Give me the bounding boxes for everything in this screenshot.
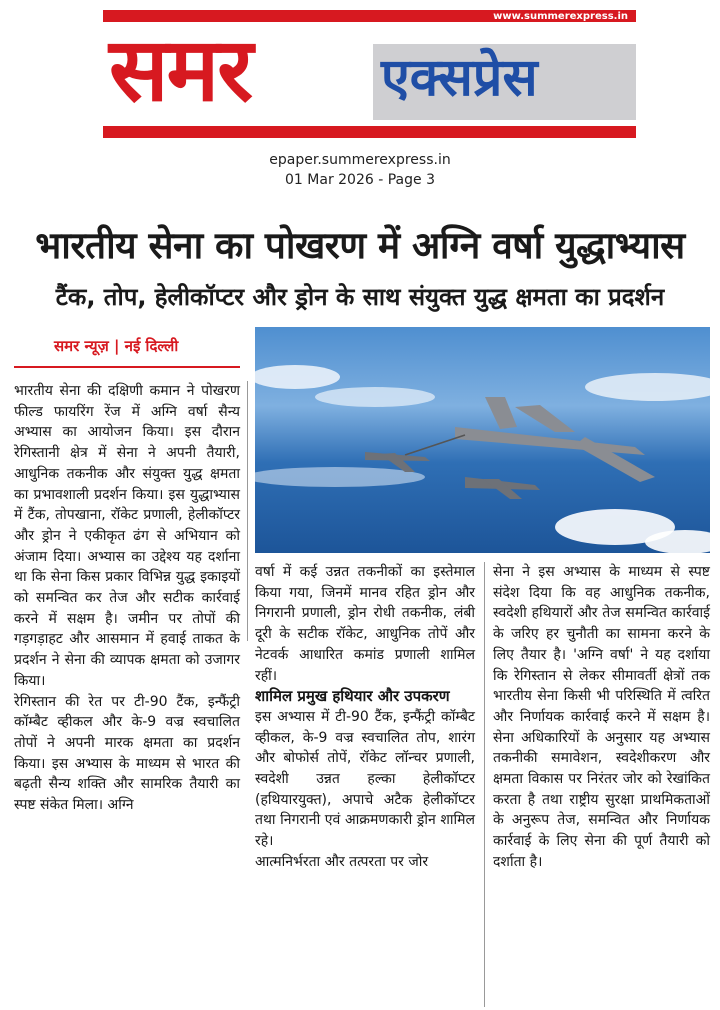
headline: भारतीय सेना का पोखरण में अग्नि वर्षा युद्धाभ्यास [35, 224, 685, 267]
aircraft-refuel-image [255, 327, 710, 553]
site-url[interactable]: epaper.summerexpress.in [269, 152, 451, 168]
col2-para-1: वर्षा में कई उन्नत तकनीकों का इस्तेमाल किया गया, जिनमें मानव रहित ड्रोन और निगरानी प्रणाली, ड्रोन रोधी तकनीक, लंबी दूरी के सटीक रॉकेट, आधुनिक तोपें और नेटवर्क आधारित कमांड प्रणाली शामिल रहीं। [255, 564, 475, 684]
masthead-express: एक्सप्रेस [381, 48, 538, 108]
col2-para-2: इस अभ्यास में टी-90 टैंक, इन्फैंट्री कॉम्बैट व्हीकल, के-9 वज्र स्वचालित तोप, शारंग और बोफोर्स तोपें, रॉकेट लॉन्चर प्रणाली, स्वदेशी उन्नत हल्का हेलीकॉप्टर (हथियारयुक्त), अपाचे अटैक हेलीकॉप्टर तथा निगरानी एवं आक्रमणकारी ड्रोन शामिल रहे। [255, 708, 475, 850]
masthead-url: www.summerexpress.in [493, 11, 628, 22]
byline-rule [14, 366, 240, 368]
col3-para-1: सेना ने इस अभ्यास के माध्यम से स्पष्ट संदेश दिया कि वह आधुनिक तकनीक, स्वदेशी हथियारों और तेज समन्वित कार्रवाई के जरिए हर चुनौती का सामना करने के लिए तैयार है। 'अग्नि वर्षा' ने यह दर्शाया कि रेगिस्तान से लेकर सीमावर्ती क्षेत्रों तक भारतीय सेना किसी भी परिस्थिति में त्वरित और निर्णायक कार्रवाई करने में सक्षम है। सेना अधिकारियों के अनुसार यह अभ्यास तकनीकी समावेशन, स्वदेशीकरण और क्षमता विकास पर निरंतर जोर को रेखांकित करता है तथा राष्ट्रीय सुरक्षा प्राथमिकताओं के अनुरूप तेज, समन्वित और निर्णायक कार्रवाई के लिए सेना की पूर्ण तैयारी को दर्शाता है। [493, 564, 710, 870]
column-divider [247, 381, 248, 641]
col2-para-3: आत्मनिर्भरता और तत्परता पर जोर [255, 853, 429, 870]
byline: समर न्यूज़ | नई दिल्ली [54, 337, 179, 355]
subheadline: टैंक, तोप, हेलीकॉप्टर और ड्रोन के साथ संयुक्त युद्ध क्षमता का प्रदर्शन [55, 283, 665, 311]
col2-subheading: शामिल प्रमुख हथियार और उपकरण [255, 687, 450, 706]
masthead-logo [103, 10, 636, 138]
col1-para-1: भारतीय सेना की दक्षिणी कमान ने पोखरण फील्ड फायरिंग रेंज में अग्नि वर्षा सैन्य अभ्यास का आयोजन किया। इस दौरान रेगिस्तानी क्षेत्र में सेना ने अपनी तैयारी, आधुनिक तकनीक और संयुक्त युद्ध क्षमता का प्रभावशाली प्रदर्शन किया। इस युद्धाभ्यास में टैंक, तोपखाना, रॉकेट प्रणाली, हेलीकॉप्टर और ड्रोन ने एकीकृत ढंग से अभियान को अंजाम दिया। अभ्यास का उद्देश्य यह दर्शाना था कि सेना किस प्रकार विभिन्न युद्ध इकाइयों को समन्वित कर तेज और सटीक कार्रवाई करने में सक्षम है। जमीन पर तोपों की गड़गड़ाहट और आसमान में हवाई ताकत के प्रदर्शन ने सेना की व्यापक क्षमता को उजागर किया। [14, 383, 240, 689]
article-column-2 [255, 562, 475, 873]
page-date: 01 Mar 2026 - Page 3 [285, 172, 435, 188]
masthead-samar: समर [109, 18, 252, 121]
article-photo [255, 327, 710, 553]
article-column-3 [493, 562, 710, 873]
col1-para-2: रेगिस्तान की रेत पर टी-90 टैंक, इन्फैंट्री कॉम्बैट व्हीकल और के-9 वज्र स्वचालित तोपों ने अपनी मारक क्षमता का प्रदर्शन किया। इस अभ्यास के माध्यम से भारत की बढ़ती सैन्य शक्ति और सामरिक तैयारी का स्पष्ट संकेत मिला। अग्नि [14, 693, 240, 814]
column-divider [484, 562, 485, 1007]
article-column-1 [14, 381, 240, 816]
